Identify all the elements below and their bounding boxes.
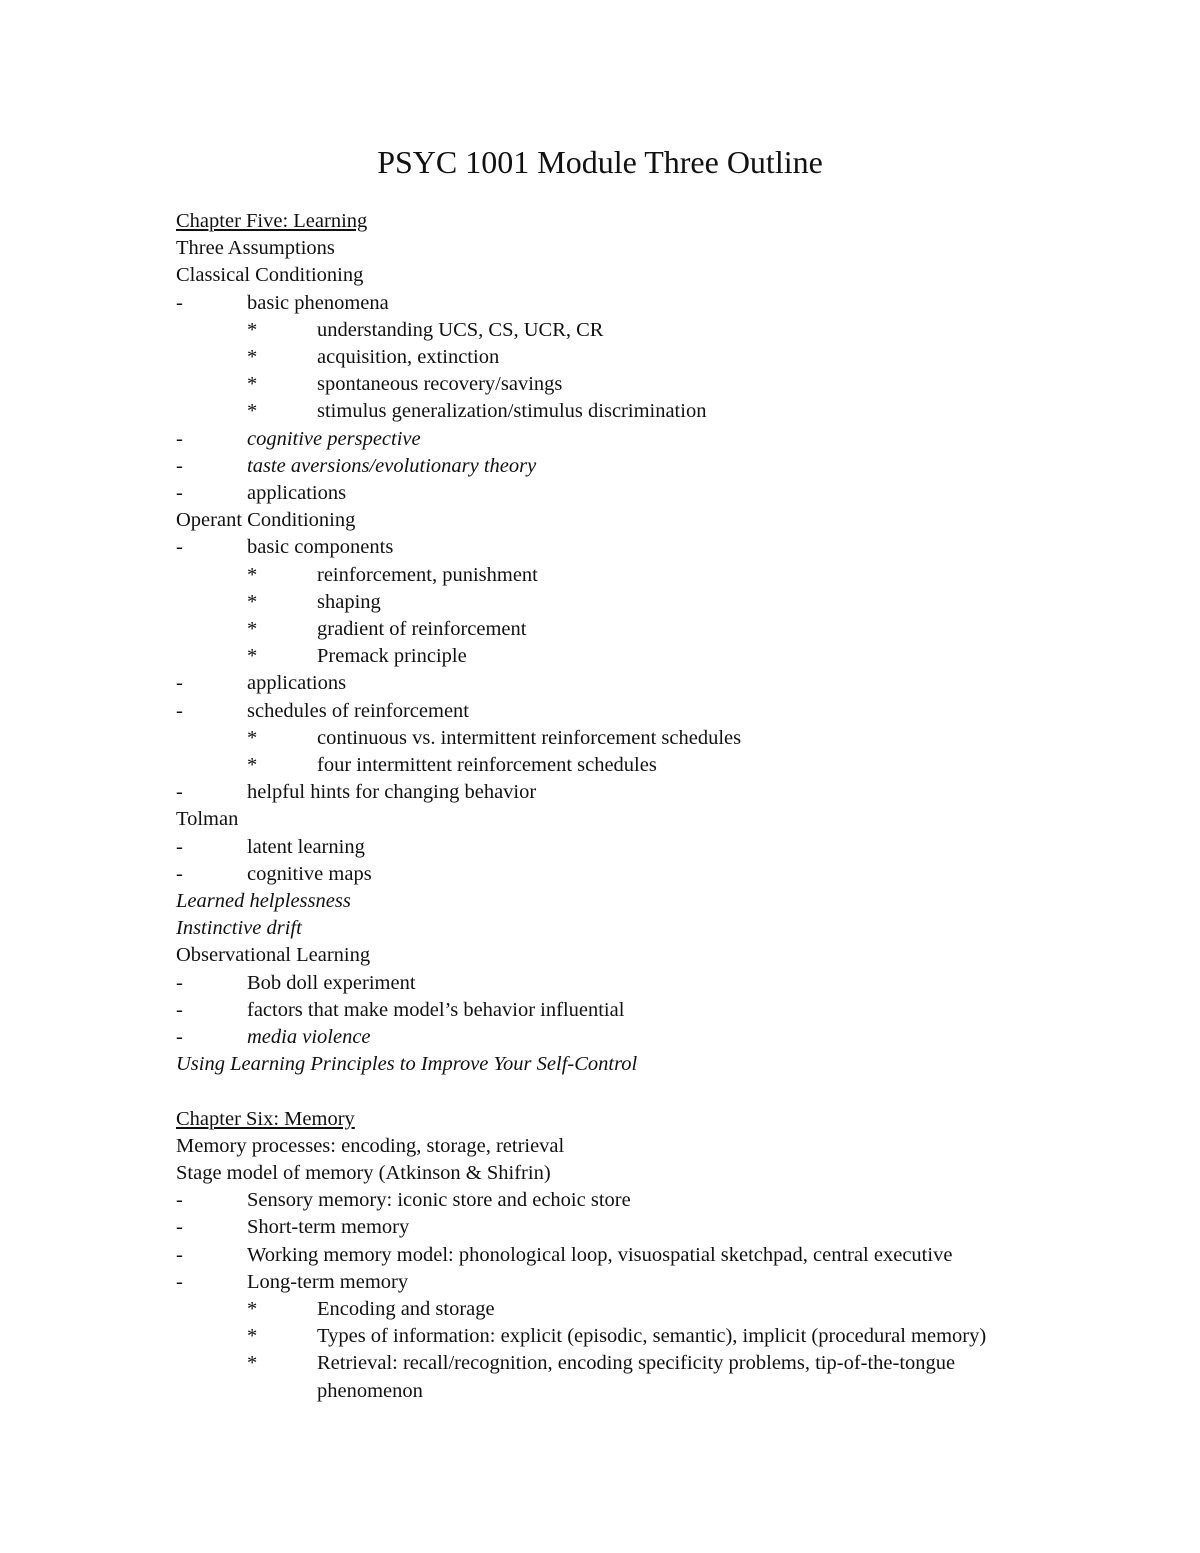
subsubitem-text: stimulus generalization/stimulus discrimination bbox=[317, 400, 707, 423]
dash-bullet: - bbox=[176, 862, 183, 885]
subsubitem-text: gradient of reinforcement bbox=[317, 618, 527, 641]
star-bullet: * bbox=[247, 754, 258, 777]
subsubitem-text: spontaneous recovery/savings bbox=[317, 373, 563, 396]
subitem-text: media violence bbox=[247, 1026, 371, 1049]
subitem-text: Bob doll experiment bbox=[247, 971, 416, 994]
star-bullet: * bbox=[247, 373, 258, 396]
star-bullet: * bbox=[247, 590, 258, 613]
dash-bullet: - bbox=[176, 1270, 183, 1293]
subsubitem-text: shaping bbox=[317, 590, 381, 613]
subitem-text: cognitive maps bbox=[247, 862, 372, 885]
outline-subitem bbox=[176, 534, 1016, 561]
subsubitem-text: acquisition, extinction bbox=[317, 346, 500, 369]
outline-subitem bbox=[176, 698, 1016, 725]
dash-bullet: - bbox=[176, 1243, 183, 1266]
dash-bullet: - bbox=[176, 291, 183, 314]
subitem-text: basic phenomena bbox=[247, 291, 389, 314]
subitem-text: latent learning bbox=[247, 835, 365, 858]
outline-item: Observational Learning bbox=[176, 944, 371, 967]
outline-item: Instinctive drift bbox=[176, 917, 302, 940]
star-bullet: * bbox=[247, 1325, 258, 1348]
star-bullet: * bbox=[247, 563, 258, 586]
star-bullet: * bbox=[247, 645, 258, 668]
outline-subsubitem bbox=[176, 317, 1016, 344]
outline-subitem bbox=[176, 453, 1016, 480]
outline-subitem bbox=[176, 861, 1016, 888]
outline-subitem bbox=[176, 670, 1016, 697]
subitem-text: schedules of reinforcement bbox=[247, 699, 469, 722]
outline-item: Classical Conditioning bbox=[176, 264, 364, 287]
outline-item: Stage model of memory (Atkinson & Shifrin) bbox=[176, 1161, 551, 1184]
outline-subsubitem bbox=[176, 562, 1016, 589]
outline-item: Using Learning Principles to Improve Your Self-Control bbox=[176, 1053, 638, 1076]
star-bullet: * bbox=[247, 618, 258, 641]
outline-subitem bbox=[176, 1214, 1016, 1241]
outline-subitem bbox=[176, 1024, 1016, 1051]
outline-subitem bbox=[176, 426, 1016, 453]
subsubitem-text: understanding UCS, CS, UCR, CR bbox=[317, 318, 604, 341]
subitem-text: Sensory memory: iconic store and echoic store bbox=[247, 1189, 631, 1212]
dash-bullet: - bbox=[176, 971, 183, 994]
outline-subitem bbox=[176, 480, 1016, 507]
subitem-text: taste aversions/evolutionary theory bbox=[247, 454, 537, 477]
subitem-text: Long-term memory bbox=[247, 1270, 409, 1293]
outline-subitem bbox=[176, 834, 1016, 861]
subsubitem-text: reinforcement, punishment bbox=[317, 563, 538, 586]
subsubitem-text: four intermittent reinforcement schedules bbox=[317, 754, 657, 777]
outline-subsubitem bbox=[176, 589, 1016, 616]
outline-item: Memory processes: encoding, storage, retrieval bbox=[176, 1134, 565, 1157]
subitem-text: applications bbox=[247, 672, 347, 695]
outline-subitem bbox=[176, 779, 1016, 806]
dash-bullet: - bbox=[176, 672, 183, 695]
star-bullet: * bbox=[247, 726, 258, 749]
outline-subitem bbox=[176, 290, 1016, 317]
chapter-six-heading: Chapter Six: Memory bbox=[176, 1107, 355, 1130]
dash-bullet: - bbox=[176, 427, 183, 450]
outline-subsubitem bbox=[176, 725, 1016, 752]
chapter-five-heading: Chapter Five: Learning bbox=[176, 210, 368, 232]
subitem-text: basic components bbox=[247, 536, 394, 559]
outline-subsubitem bbox=[176, 616, 1016, 643]
outline-subsubitem bbox=[176, 371, 1016, 398]
outline-item: Operant Conditioning bbox=[176, 509, 356, 532]
star-bullet: * bbox=[247, 1297, 258, 1320]
dash-bullet: - bbox=[176, 699, 183, 722]
subitem-text: applications bbox=[247, 482, 347, 505]
outline-subitem bbox=[176, 1242, 1016, 1269]
page-title: PSYC 1001 Module Three Outline bbox=[377, 144, 823, 180]
dash-bullet: - bbox=[176, 1189, 183, 1212]
subsubitem-text: Premack principle bbox=[317, 645, 467, 668]
subitem-text: cognitive perspective bbox=[247, 427, 421, 450]
dash-bullet: - bbox=[176, 835, 183, 858]
dash-bullet: - bbox=[176, 781, 183, 804]
outline-item: Learned helplessness bbox=[176, 890, 351, 913]
outline-subsubitem bbox=[176, 1350, 1016, 1404]
subsubitem-text: continuous vs. intermittent reinforcement schedules bbox=[317, 726, 742, 749]
dash-bullet: - bbox=[176, 536, 183, 559]
dash-bullet: - bbox=[176, 1216, 183, 1239]
outline-subitem bbox=[176, 1187, 1016, 1214]
outline-subsubitem bbox=[176, 643, 1016, 670]
outline-item: Tolman bbox=[176, 808, 239, 831]
dash-bullet: - bbox=[176, 998, 183, 1021]
outline-subitem bbox=[176, 1269, 1016, 1296]
outline-subitem bbox=[176, 997, 1016, 1024]
subitem-text: helpful hints for changing behavior bbox=[247, 781, 537, 804]
outline-subsubitem bbox=[176, 1296, 1016, 1323]
section-spacer bbox=[176, 1079, 1016, 1106]
star-bullet: * bbox=[247, 318, 258, 341]
outline-item: Three Assumptions bbox=[176, 237, 335, 260]
subsubitem-text: Types of information: explicit (episodic, semantic), implicit (procedural memory) bbox=[317, 1325, 987, 1348]
subsubitem-text: Encoding and storage bbox=[317, 1297, 495, 1320]
subitem-text: Working memory model: phonological loop, visuospatial sketchpad, central executive bbox=[247, 1243, 953, 1266]
outline-subitem bbox=[176, 970, 1016, 997]
star-bullet: * bbox=[247, 400, 258, 423]
star-bullet: * bbox=[247, 346, 258, 369]
dash-bullet: - bbox=[176, 454, 183, 477]
dash-bullet: - bbox=[176, 1026, 183, 1049]
outline-subsubitem bbox=[176, 344, 1016, 371]
outline-subsubitem bbox=[176, 752, 1016, 779]
outline-body bbox=[176, 208, 1016, 1405]
outline-subsubitem bbox=[176, 398, 1016, 425]
dash-bullet: - bbox=[176, 482, 183, 505]
subsubitem-text: Retrieval: recall/recognition, encoding specificity problems, tip-of-the-tongue phenomenon bbox=[317, 1352, 956, 1402]
star-bullet: * bbox=[247, 1352, 258, 1375]
subitem-text: factors that make model’s behavior influential bbox=[247, 998, 625, 1021]
outline-subsubitem bbox=[176, 1323, 1016, 1350]
subitem-text: Short-term memory bbox=[247, 1216, 410, 1239]
